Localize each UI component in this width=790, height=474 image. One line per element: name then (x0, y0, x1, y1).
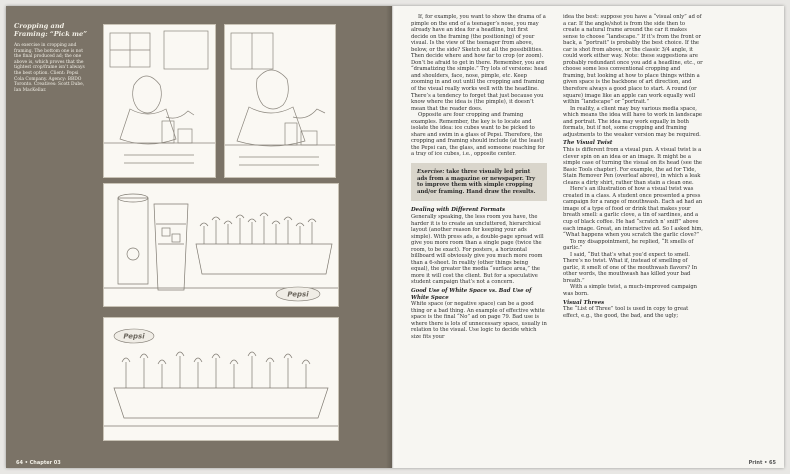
exercise-text: take three visually led print ads from a magazine or newspaper. Try to improve them with simple cropping and/or framing. Hand draw the results. (417, 169, 536, 195)
sketch-woman-close-drawing (225, 25, 335, 177)
sketch-tray-close-drawing (104, 318, 338, 440)
paragraph: This is different from a visual pun. A visual twist is a clever spin on an idea or an image. It might be a simple case of turning the visual on its head (see the Basic Tools chapter). For example, the ad for Tide, Stain Remover Pen (overleaf above), in which a leak cleans a dirty shirt, rather than stain a clean one. (563, 146, 702, 186)
paragraph: With a simple twist, a much-improved campaign was born. (563, 284, 698, 298)
sketch-can-ice-tray-drawing (104, 184, 338, 306)
paragraph: The “List of Three” tool is used in copy to great effect, e.g., the good, the bad, and the ugly; (563, 306, 689, 319)
sketch-tray-close (103, 317, 339, 441)
sketch-can-ice-tray (103, 183, 339, 307)
subheading: Good Use of White Space vs. Bad Use of White Space (411, 288, 532, 301)
pepsi-logo-sketch (276, 287, 320, 301)
sketch-woman-close (224, 24, 336, 178)
exercise-box (411, 163, 547, 201)
paragraph: I said, “But that’s what you’d expect to smell. There’s no twist. What if, instead of smelling of garlic, it smelt of one of the mouthwash flavors? In other words, the mouthwash has killed your bad breath.” (563, 251, 698, 284)
paragraph: If, for example, you want to show the drama of a pimple on the end of a teenager’s nose, you may already have an idea for a headline, but first decide on the framing (the positioning) of your visual. Is the view of the teenager from above, below, or the side? Sketch out all the possibilities. Then decide where and how far to crop (or zoom). Don’t be afraid to get in there. Remember, you are “dramatizing the simple.” Try lots of versions: head and shoulders, face, nose, pimple, etc. Keep zooming in and out until the cropping and framing of the visual really works well with the headline. There’s a tendency to forget that just because you know where the idea is (the pimple), it doesn’t mean that the reader does. (411, 14, 547, 112)
subheading: Dealing with Different Formats (411, 207, 506, 214)
page-gutter (386, 6, 400, 468)
folio-right: Print • 65 (748, 460, 776, 466)
caption-block (14, 22, 88, 93)
folio-left: 64 • Chapter 03 (16, 460, 61, 466)
paragraph: To my disappointment, he replied, “It smells of garlic.” (563, 238, 694, 252)
paragraph: In reality, a client may buy various media space, which means the idea will have to work in landscape and portrait. The idea may work equally in both formats, but if not, some cropping and framing adjustments to the weaker version may be required. (563, 105, 702, 138)
text-column-1 (411, 14, 547, 340)
subheading: Visual Threes (563, 299, 605, 306)
sketch-woman-wide (103, 24, 216, 178)
paragraph: Generally speaking, the less room you have, the harder it is to create an uncluttered, hierarchical layout (another reason for keeping your ads simple). With press ads, a double-page spread will give you more room than a single page (twice the room, to be exact). For posters, a horizontal billboard will obviously give you much more room than a 6-sheet. In reality (other things being equal), the greater the media “surface area,” the more it will cost the client. But for a speculative student campaign that’s not a concern. (411, 214, 544, 286)
text-column-2 (563, 14, 703, 319)
caption-title: Cropping and Framing: “Pick me” (14, 22, 88, 38)
svg-text:Pepsi: Pepsi (123, 332, 145, 341)
exercise-label: Exercise: (417, 169, 445, 176)
paragraph: idea the best: suppose you have a “visual only” ad of a car. If the angle/shot is from the side then to create a natural frame around the car it makes sense to choose “landscape.” If it’s from the front or back, a “portrait” is probably the best choice. If the car is shot from above, or the classic 3/4 angle, it could work either way. Note: these suggestions are probably redundant once you add a headline, etc., or choose some less conventional cropping and framing, but looking at how to place things within a given space is the backbone of art direction, and therefore always a good place to start. A round (or square) image like an apple can work equally well within “landscape” or “portrait.” (563, 14, 703, 106)
paragraph: Opposite are four cropping and framing examples. Remember, the key is to locate and isolate the idea: ice cubes want to be picked to share and swim in a glass of Pepsi. Therefore, the cropping and framing should include (at the least) the Pepsi can, the glass, and someone reaching for a tray of ice cubes, i.e., opposite center. (411, 112, 545, 158)
paragraph: White space (or negative space) can be a good thing or a bad thing. An example of effective white space is the final “No” ad on page 79. Bad use is where there is lots of unnecessary space, usually in relation to the visual. Use logic to decide which size fits your (411, 301, 547, 340)
caption-body: An exercise in cropping and framing. The bottom one is not the final produced ad; the one above is, which proves that the tightest crop/frame isn’t always the best option. Client: Pepsi Cola Company. Agency: BBDO Toronto. Creatives: Scott Dube, Ian MacKellar. (14, 43, 85, 93)
sketch-woman-wide-drawing (104, 25, 215, 177)
svg-text:Pepsi: Pepsi (287, 290, 309, 299)
subheading: The Visual Twist (563, 140, 613, 147)
pepsi-logo-sketch-2 (114, 329, 154, 343)
paragraph: Here’s an illustration of how a visual twist was created in a class. A student once presented a press campaign for a range of mouthwash. Each ad had an image of a type of food or drink that makes your breath smell: a garlic clove, a tin of sardines, and a cup of black coffee. He had “scratch n’ sniff” above each image. Great, an interactive ad. So I asked him, “What happens when you scratch the garlic clove?” (563, 186, 703, 239)
